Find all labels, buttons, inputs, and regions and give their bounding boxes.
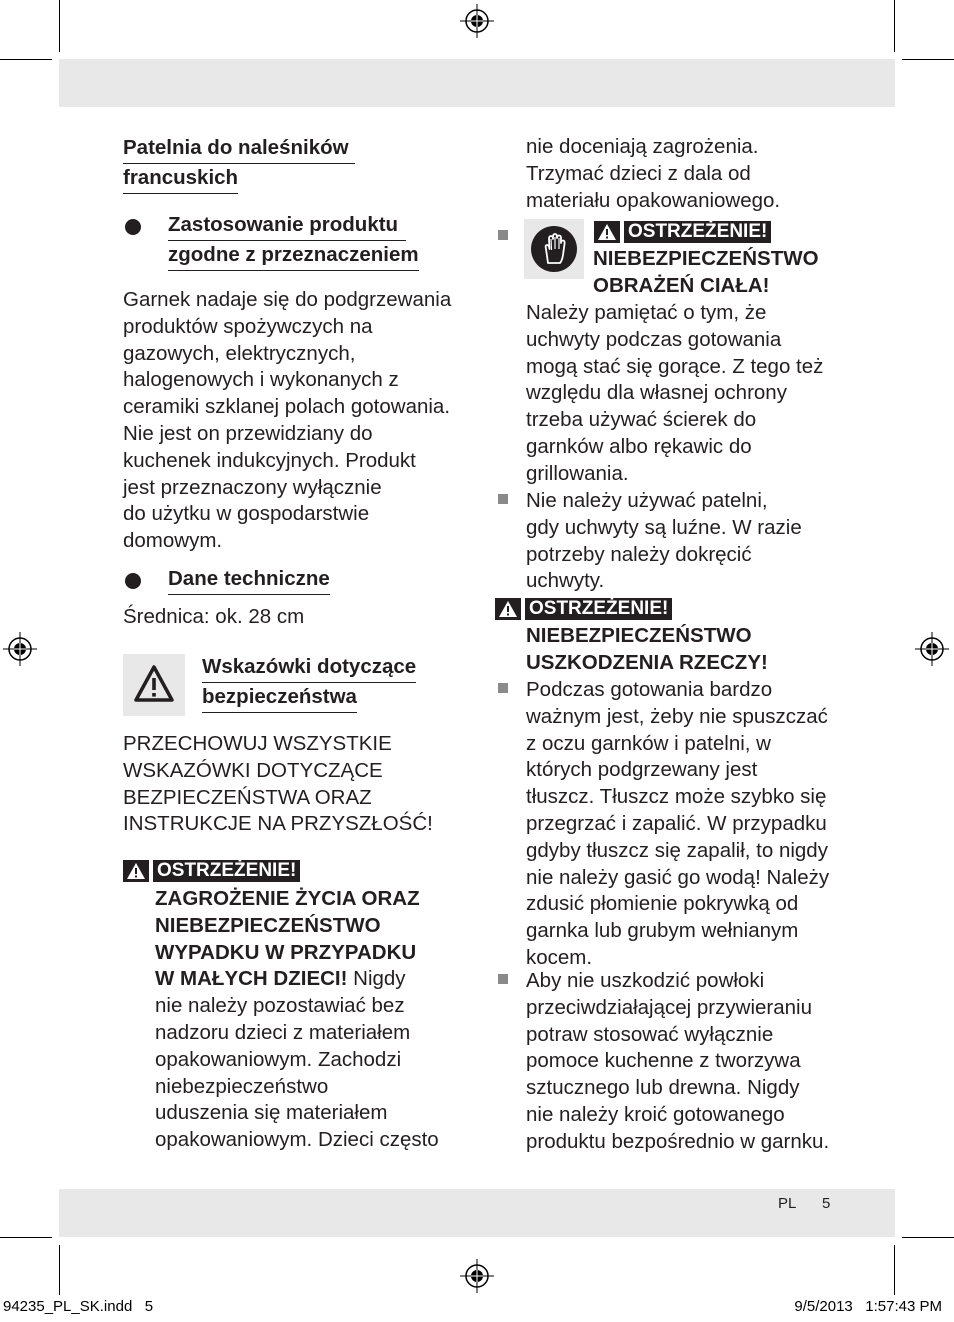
warning-label: OSTRZEŻENIE! bbox=[594, 221, 771, 243]
list-bullet bbox=[498, 230, 508, 240]
protective-glove-icon bbox=[524, 219, 584, 279]
header-band bbox=[59, 59, 895, 107]
warning-icon bbox=[594, 221, 620, 243]
hot-handles-text: Należy pamiętać o tym, że uchwyty podczas gotowania mogą stać się gorące. Z tego też względu dla własnej ochrony trzeba używać ścierek do garnków albo rękawic do grillowania. bbox=[526, 301, 824, 485]
crop-mark bbox=[0, 1237, 52, 1238]
glove-box bbox=[524, 219, 584, 279]
safety-heading: Wskazówki dotyczące bezpieczeństwa bbox=[202, 654, 416, 713]
list-bullet bbox=[498, 974, 508, 984]
warning-label: OSTRZEŻENIE! bbox=[123, 860, 300, 882]
slug-datetime: 9/5/2013 1:57:43 PM bbox=[794, 1298, 942, 1315]
loose-handles-text: Nie należy używać patelni, gdy uchwyty są luźne. W razie potrzeby należy dokręcić uchwyty. bbox=[526, 489, 802, 593]
product-title: Patelnia do naleśników francuskich bbox=[123, 135, 355, 194]
tech-data-heading: Dane techniczne bbox=[168, 566, 330, 595]
injury-warning-heading: NIEBEZPIECZEŃSTWO OBRAŻEŃ CIAŁA! bbox=[593, 247, 819, 297]
crop-mark bbox=[894, 0, 895, 52]
warning-icon bbox=[123, 860, 149, 882]
warning-label: OSTRZEŻENIE! bbox=[495, 598, 672, 620]
coating-care-text: Aby nie uszkodzić powłoki przeciwdziałającej przywieraniu potraw stosować wyłącznie pomoce kuchenne z tworzywa sztucznego lub drewna. Nigdy nie należy kroić gotowanego produktu bezpośrednio w garnku. bbox=[526, 969, 830, 1153]
continued-text: nie doceniają zagrożenia. Trzymać dzieci z dala od materiału opakowaniowego. bbox=[526, 135, 781, 212]
diameter-spec: Średnica: ok. 28 cm bbox=[123, 605, 305, 628]
list-bullet bbox=[498, 683, 508, 693]
footer-language: PL bbox=[778, 1195, 797, 1212]
warning-icon bbox=[495, 598, 521, 620]
crop-mark bbox=[0, 59, 52, 60]
registration-mark-icon bbox=[460, 4, 494, 38]
crop-mark bbox=[59, 1245, 60, 1295]
property-damage-heading: NIEBEZPIECZEŃSTWO USZKODZENIA RZECZY! bbox=[526, 624, 768, 674]
crop-mark bbox=[902, 1237, 954, 1238]
keep-instructions-text: PRZECHOWUJ WSZYSTKIE WSKAZÓWKI DOTYCZĄCE BEZPIECZEŃSTWA ORAZ INSTRUKCJE NA PRZYSZŁOŚĆ! bbox=[123, 732, 433, 836]
warning-children-text: ZAGROŻENIE ŻYCIA ORAZ NIEBEZPIECZEŃSTWO WYPADKU W PRZYPADKU W MAŁYCH DZIECI! Nigdy nie należy pozostawiać bez nadzoru dzieci z materiałem opakowaniowym. Zachodzi niebezpieczeństwo uduszenia się materiałem opakowaniowym. Dzieci często bbox=[155, 887, 439, 1152]
section-bullet bbox=[125, 219, 141, 235]
intended-use-text: Garnek nadaje się do podgrzewania produktów spożywczych na gazowych, elektrycznych, halogenowych i wykonanych z ceramiki szklanej polach gotowania. Nie jest on przewidziany do kuchenek indukcyjnych. Produkt jest przeznaczony wyłącznie do użytku w gospodarstwie domowym. bbox=[123, 288, 452, 553]
registration-mark-icon bbox=[460, 1259, 494, 1293]
list-bullet bbox=[498, 494, 508, 504]
section-bullet bbox=[125, 573, 141, 589]
crop-mark bbox=[894, 1245, 895, 1295]
page-number: 5 bbox=[822, 1195, 831, 1212]
hot-fat-text: Podczas gotowania bardzo ważnym jest, żeby nie spuszczać z oczu garnków i patelni, w których podgrzewany jest tłuszcz. Tłuszcz może szybko się przegrzać i zapalić. W przypadku gdyby tłuszcz się zapalił, to nigdy nie należy gasić go wodą! Należy zdusić płomienie pokrywką od garnka lub grubym wełnianym kocem. bbox=[526, 678, 830, 969]
registration-mark-icon bbox=[3, 632, 37, 666]
intended-use-heading: Zastosowanie produktu zgodne z przeznaczeniem bbox=[168, 212, 419, 271]
warning-triangle-icon bbox=[123, 654, 185, 716]
slug-filename: 94235_PL_SK.indd 5 bbox=[3, 1298, 154, 1315]
registration-mark-icon bbox=[915, 632, 949, 666]
crop-mark bbox=[902, 59, 954, 60]
safety-warning-box bbox=[123, 654, 185, 716]
crop-mark bbox=[59, 0, 60, 52]
footer-band bbox=[59, 1189, 895, 1237]
